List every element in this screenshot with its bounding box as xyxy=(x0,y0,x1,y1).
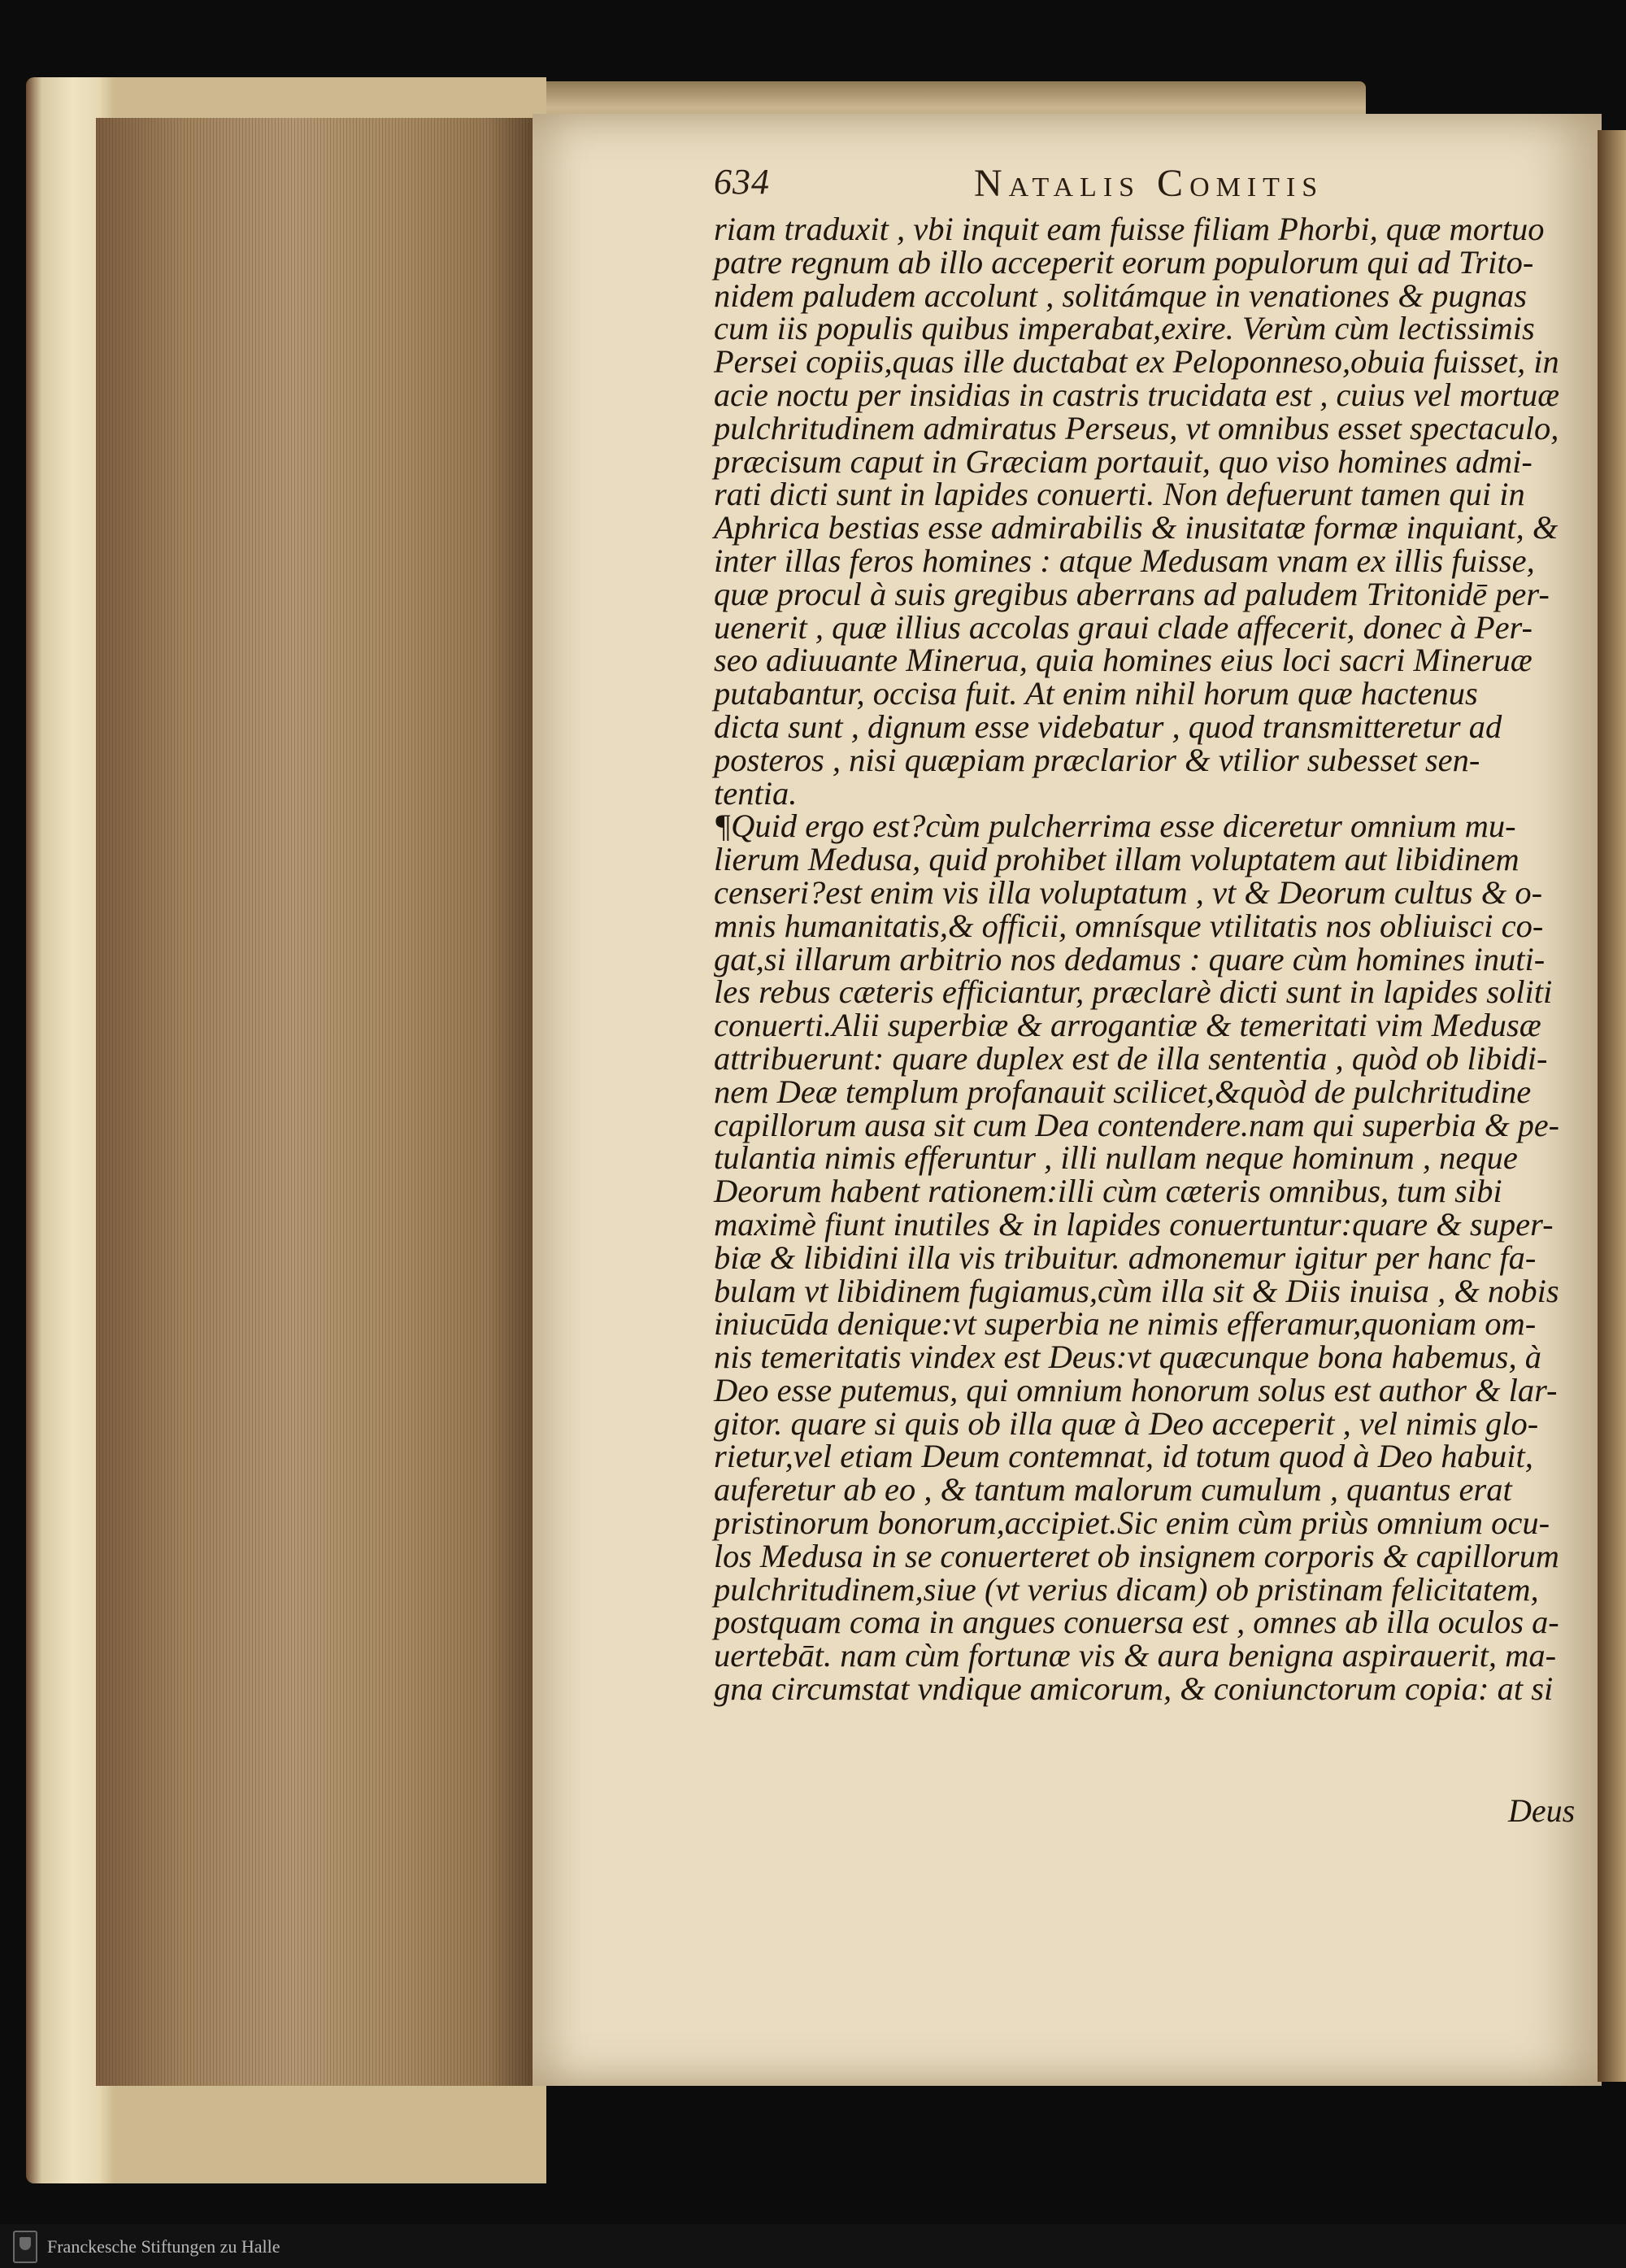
text-line: pulchritudinem,siue (vt verius dicam) ob pristinam felicitatem, xyxy=(714,1570,1539,1608)
text-line: uertebāt. nam cùm fortunæ vis & aura benigna aspirauerit, ma- xyxy=(714,1637,1557,1674)
text-line: dicta sunt , dignum esse videbatur , quod transmitteretur ad xyxy=(714,707,1502,745)
text-line: Persei copiis,quas ille ductabat ex Peloponneso,obuia fuisset, in xyxy=(714,343,1559,381)
text-line: attribuerunt: quare duplex est de illa sententia , quòd ob libidi- xyxy=(714,1039,1548,1077)
text-line: pulchritudinem admiratus Perseus, vt omnibus esset spectaculo, xyxy=(714,409,1559,446)
text-line: præcisum caput in Græciam portauit, quo viso homines admi- xyxy=(714,442,1533,480)
text-line: los Medusa in se conuerteret ob insignem corporis & capillorum xyxy=(714,1537,1559,1574)
running-head: Natalis Comitis xyxy=(974,162,1324,205)
text-line: ¶Quid ergo est?cùm pulcherrima esse diceretur omnium mu- xyxy=(714,808,1516,845)
text-line: gitor. quare si quis ob illa quæ à Deo acceperit , vel nimis glo- xyxy=(714,1404,1539,1442)
text-line: Aphrica bestias esse admirabilis & inusitatæ formæ inquiant, & xyxy=(714,509,1559,546)
text-line: nis temeritatis vindex est Deus:vt quæcunque bona habemus, à xyxy=(714,1339,1541,1376)
text-line: iniucūda denique:vt superbia ne nimis efferamur,quoniam om- xyxy=(714,1305,1537,1343)
text-line: postquam coma in angues conuersa est , omnes ab illa oculos a- xyxy=(714,1604,1559,1641)
text-line: gat,si illarum arbitrio nos dedamus : quare cùm homines inuti- xyxy=(714,940,1546,977)
logo-shield-shape xyxy=(20,2237,31,2250)
facing-page-edge xyxy=(1598,130,1626,2082)
text-line: biæ & libidini illa vis tribuitur. admonemur igitur per hanc fa- xyxy=(714,1238,1537,1276)
text-line: gna circumstat vndique amicorum, & coniunctorum copia: at si xyxy=(714,1670,1554,1708)
text-line: lierum Medusa, quid prohibet illam voluptatem aut libidinem xyxy=(714,841,1519,878)
text-line: nem Deæ templum profanauit scilicet,&quòd de pulchritudine xyxy=(714,1073,1532,1110)
institution-logo-icon xyxy=(13,2231,37,2263)
fore-edge-shadow xyxy=(488,118,537,2086)
text-line: rati dicti sunt in lapides conuerti. Non defuerunt tamen qui in xyxy=(714,476,1525,513)
text-line: inter illas feros homines : atque Medusam vnam ex illis fuisse, xyxy=(714,542,1535,579)
text-line: maximè fiunt inutiles & in lapides conuertuntur:quare & super- xyxy=(714,1205,1554,1243)
text-line: auferetur ab eo , & tantum malorum cumulum , quantus erat xyxy=(714,1471,1512,1508)
viewer-footer xyxy=(0,2224,1626,2268)
text-line: pristinorum bonorum,accipiet.Sic enim cùm priùs omnium ocu- xyxy=(714,1504,1550,1542)
text-line: posteros , nisi quæpiam præclarior & vtilior subesset sen- xyxy=(714,741,1480,778)
text-line: les rebus cæteris efficiantur, præclarè dicti sunt in lapides soliti xyxy=(714,973,1553,1011)
text-line: tentia. xyxy=(714,774,798,812)
text-line: nidem paludem accolunt , solitámque in venationes & pugnas xyxy=(714,276,1527,314)
text-line: capillorum ausa sit cum Dea contendere.nam qui superbia & pe- xyxy=(714,1106,1559,1143)
text-line: seo adiuuante Minerua, quia homines eius loci sacri Mineruæ xyxy=(714,642,1533,679)
text-line: riam traduxit , vbi inquit eam fuisse filiam Phorbi, quæ mortuo xyxy=(714,211,1545,247)
footer-institution-name: Franckesche Stiftungen zu Halle xyxy=(47,2236,280,2257)
text-line: mnis humanitatis,& officii, omnísque vtilitatis nos obliuisci co- xyxy=(714,907,1544,944)
text-line: quæ procul à suis gregibus aberrans ad paludem Tritonidē per- xyxy=(714,575,1550,612)
page-number: 634 xyxy=(714,162,770,202)
text-line: acie noctu per insidias in castris trucidata est , cuius vel mortuæ xyxy=(714,376,1560,413)
text-line: uenerit , quæ illius accolas graui clade affecerit, donec à Per- xyxy=(714,608,1533,646)
page-fore-edge xyxy=(96,118,535,2086)
page-header xyxy=(714,161,1559,218)
text-line: rietur,vel etiam Deum contemnat, id totum quod à Deo habuit, xyxy=(714,1438,1533,1475)
page-body-text xyxy=(714,213,1559,1706)
text-line: tulantia nimis efferuntur , illi nullam neque hominum , neque xyxy=(714,1139,1518,1177)
text-line: cum iis populis quibus imperabat,exire. Verùm cùm lectissimis xyxy=(714,310,1535,347)
text-line: Deo esse putemus, qui omnium honorum solus est author & lar- xyxy=(714,1371,1558,1408)
text-line: patre regnum ab illo acceperit eorum populorum qui ad Trito- xyxy=(714,243,1534,281)
text-line: bulam vt libidinem fugiamus,cùm illa sit & Diis inuisa , & nobis xyxy=(714,1272,1559,1309)
catchword: Deus xyxy=(1508,1792,1576,1829)
text-line: censeri?est enim vis illa voluptatum , vt & Deorum cultus & o- xyxy=(714,873,1543,911)
text-line: putabantur, occisa fuit. At enim nihil horum quæ hactenus xyxy=(714,675,1478,712)
text-line: conuerti.Alii superbiæ & arrogantiæ & temeritati vim Medusæ xyxy=(714,1007,1541,1044)
text-line: Deorum habent rationem:illi cùm cæteris omnibus, tum sibi xyxy=(714,1173,1502,1210)
